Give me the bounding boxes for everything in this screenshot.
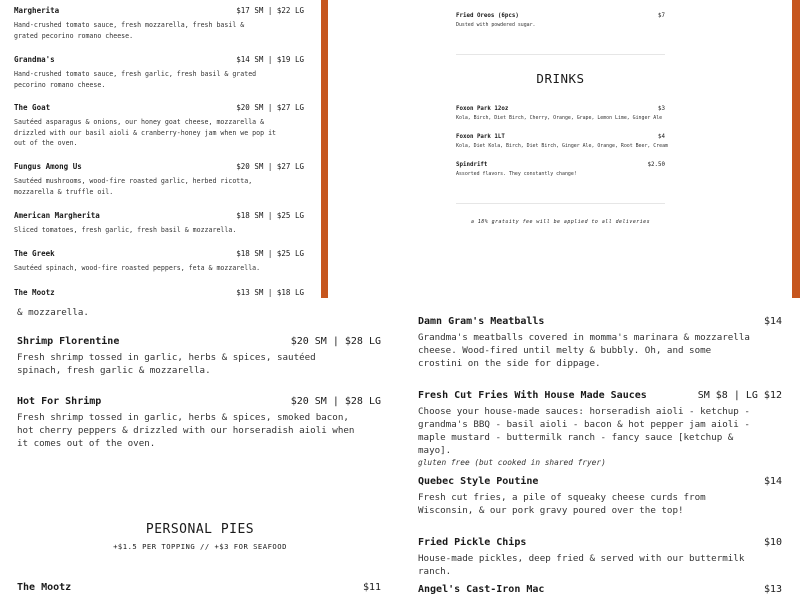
divider: [456, 203, 665, 204]
menu-item: [17, 336, 381, 377]
item-price: $10: [763, 537, 782, 548]
item-description: Fresh shrimp tossed in garlic, herbs & spices, smoked bacon, hot cherry peppers & drizzled with our horseradish aioli when it comes out of the oven.: [17, 412, 355, 449]
menu-item: [17, 582, 381, 593]
menu-item: [14, 288, 304, 297]
item-price: $2.50: [647, 162, 665, 168]
item-description: Sautéed spinach, wood-fire roasted peppers, feta & mozzarella.: [14, 264, 261, 272]
divider: [456, 54, 665, 55]
appetizers-panel: [400, 298, 800, 600]
item-description: Kola, Birch, Diet Birch, Cherry, Orange, Grape, Lemon Lime, Ginger Ale: [456, 115, 663, 121]
item-price: $3: [658, 106, 665, 112]
item-name: The Mootz: [14, 288, 55, 297]
item-name: Fresh Cut Fries With House Made Sauces: [418, 390, 647, 401]
menu-item: [17, 396, 381, 450]
item-price: $14: [763, 316, 782, 327]
item-price: $20 SM | $27 LG: [236, 162, 304, 171]
item-description: Assorted flavors. They constantly change!: [456, 171, 577, 177]
drink-item: [456, 134, 668, 150]
menu-item: [14, 103, 304, 149]
personal-pies-heading: PERSONAL PIES: [145, 522, 255, 537]
menu-item: [418, 537, 782, 578]
item-description: Choose your house-made sauces: horseradish aioli - ketchup - grandma's BBQ - basil aioli - bacon & hot pepper jam aioli - maple mustard - buttermilk ranch - fancy sauce [ketchup & mayo].: [418, 406, 750, 456]
item-name: Foxon Park 1LT: [456, 134, 505, 140]
item-description: Fresh cut fries, a pile of squeaky cheese curds from Wisconsin, & our pork gravy poured over the top!: [418, 492, 706, 516]
item-description: Fresh shrimp tossed in garlic, herbs & spices, sautéed spinach, fresh garlic & mozzarella.: [17, 352, 316, 376]
item-price: $11: [362, 582, 381, 593]
item-name: The Greek: [14, 249, 55, 258]
item-description: Hand-crushed tomato sauce, fresh garlic, fresh basil & grated pecorino romano cheese.: [14, 70, 257, 89]
menu-item-fried-oreos: [456, 13, 665, 29]
item-name: Fried Pickle Chips: [418, 537, 527, 548]
item-name: The Goat: [14, 103, 51, 112]
item-name: Shrimp Florentine: [17, 336, 120, 347]
specialty-pizza-panel: [0, 298, 400, 600]
item-price: $4: [658, 134, 665, 140]
accent-bar-right: [792, 0, 800, 298]
item-name: Fungus Among Us: [14, 162, 82, 171]
item-name: Damn Gram's Meatballs: [418, 316, 545, 327]
item-name: Hot For Shrimp: [17, 396, 102, 407]
item-name: American Margherita: [14, 211, 100, 220]
item-name: The Mootz: [17, 582, 72, 593]
item-price: $7: [658, 13, 665, 19]
item-price: $14: [763, 476, 782, 487]
item-name: Quebec Style Poutine: [418, 476, 539, 487]
item-description: Dusted with powdered sugar.: [456, 22, 536, 28]
item-price: $13 SM | $18 LG: [236, 288, 304, 297]
item-price: $18 SM | $25 LG: [236, 211, 304, 220]
item-description: Hand-crushed tomato sauce, fresh mozzarella, fresh basil & grated pecorino romano cheese.: [14, 21, 245, 40]
menu-item: [14, 55, 304, 90]
drink-item: [456, 106, 665, 122]
item-name: Grandma's: [14, 55, 55, 64]
item-price: $20 SM | $28 LG: [290, 336, 381, 347]
item-price: $20 SM | $27 LG: [236, 103, 304, 112]
menu-item: [14, 6, 304, 41]
item-price: $13: [763, 584, 782, 595]
item-price: $14 SM | $19 LG: [236, 55, 304, 64]
menu-item: [14, 211, 304, 236]
menu-item: [418, 476, 782, 517]
item-price: $17 SM | $22 LG: [236, 6, 304, 15]
item-description: Sautéed asparagus & onions, our honey goat cheese, mozzarella & drizzled with our basil aioli & cranberry-honey jam when we pop it out of the oven.: [14, 118, 277, 147]
item-description: Grandma's meatballs covered in momma's marinara & mozzarella cheese. Wood-fired until melty & bubbly. Oh, and some crostini on the side for dippage.: [418, 332, 750, 369]
menu-item: [418, 584, 782, 595]
item-price: $18 SM | $25 LG: [236, 249, 304, 258]
menu-item: [14, 249, 304, 274]
drinks-panel: [328, 0, 792, 298]
drinks-heading: DRINKS: [536, 71, 585, 86]
menu-item: [14, 162, 304, 197]
menu-item: [418, 316, 782, 370]
item-name: Fried Oreos (6pcs): [456, 13, 519, 19]
accent-bar-left: [321, 0, 328, 298]
personal-pies-subtitle: +$1.5 PER TOPPING // +$3 FOR SEAFOOD: [113, 542, 287, 551]
item-price: SM $8 | LG $12: [697, 390, 782, 401]
item-name: Margherita: [14, 6, 60, 15]
item-name: Spindrift: [456, 162, 488, 168]
item-name: Angel's Cast-Iron Mac: [418, 584, 545, 595]
item-name: Foxon Park 12oz: [456, 106, 509, 112]
drink-item: [456, 162, 665, 178]
item-description: Kola, Diet Kola, Birch, Diet Birch, Ginger Ale, Orange, Root Beer, Cream: [456, 143, 668, 149]
item-price: $20 SM | $28 LG: [290, 396, 381, 407]
menu-item: [418, 390, 782, 468]
partial-description: & mozzarella.: [17, 307, 89, 318]
gratuity-note: a 18% gratuity fee will be applied to all deliveries: [470, 219, 651, 225]
item-note: gluten free (but cooked in shared fryer): [418, 458, 606, 467]
pizza-menu-panel: [0, 0, 321, 298]
item-description: House-made pickles, deep fried & served with our buttermilk ranch.: [418, 553, 745, 577]
item-description: Sliced tomatoes, fresh garlic, fresh basil & mozzarella.: [14, 226, 237, 234]
item-description: Sautéed mushrooms, wood-fire roasted garlic, herbed ricotta, mozzarella & truffle oil.: [14, 177, 253, 196]
